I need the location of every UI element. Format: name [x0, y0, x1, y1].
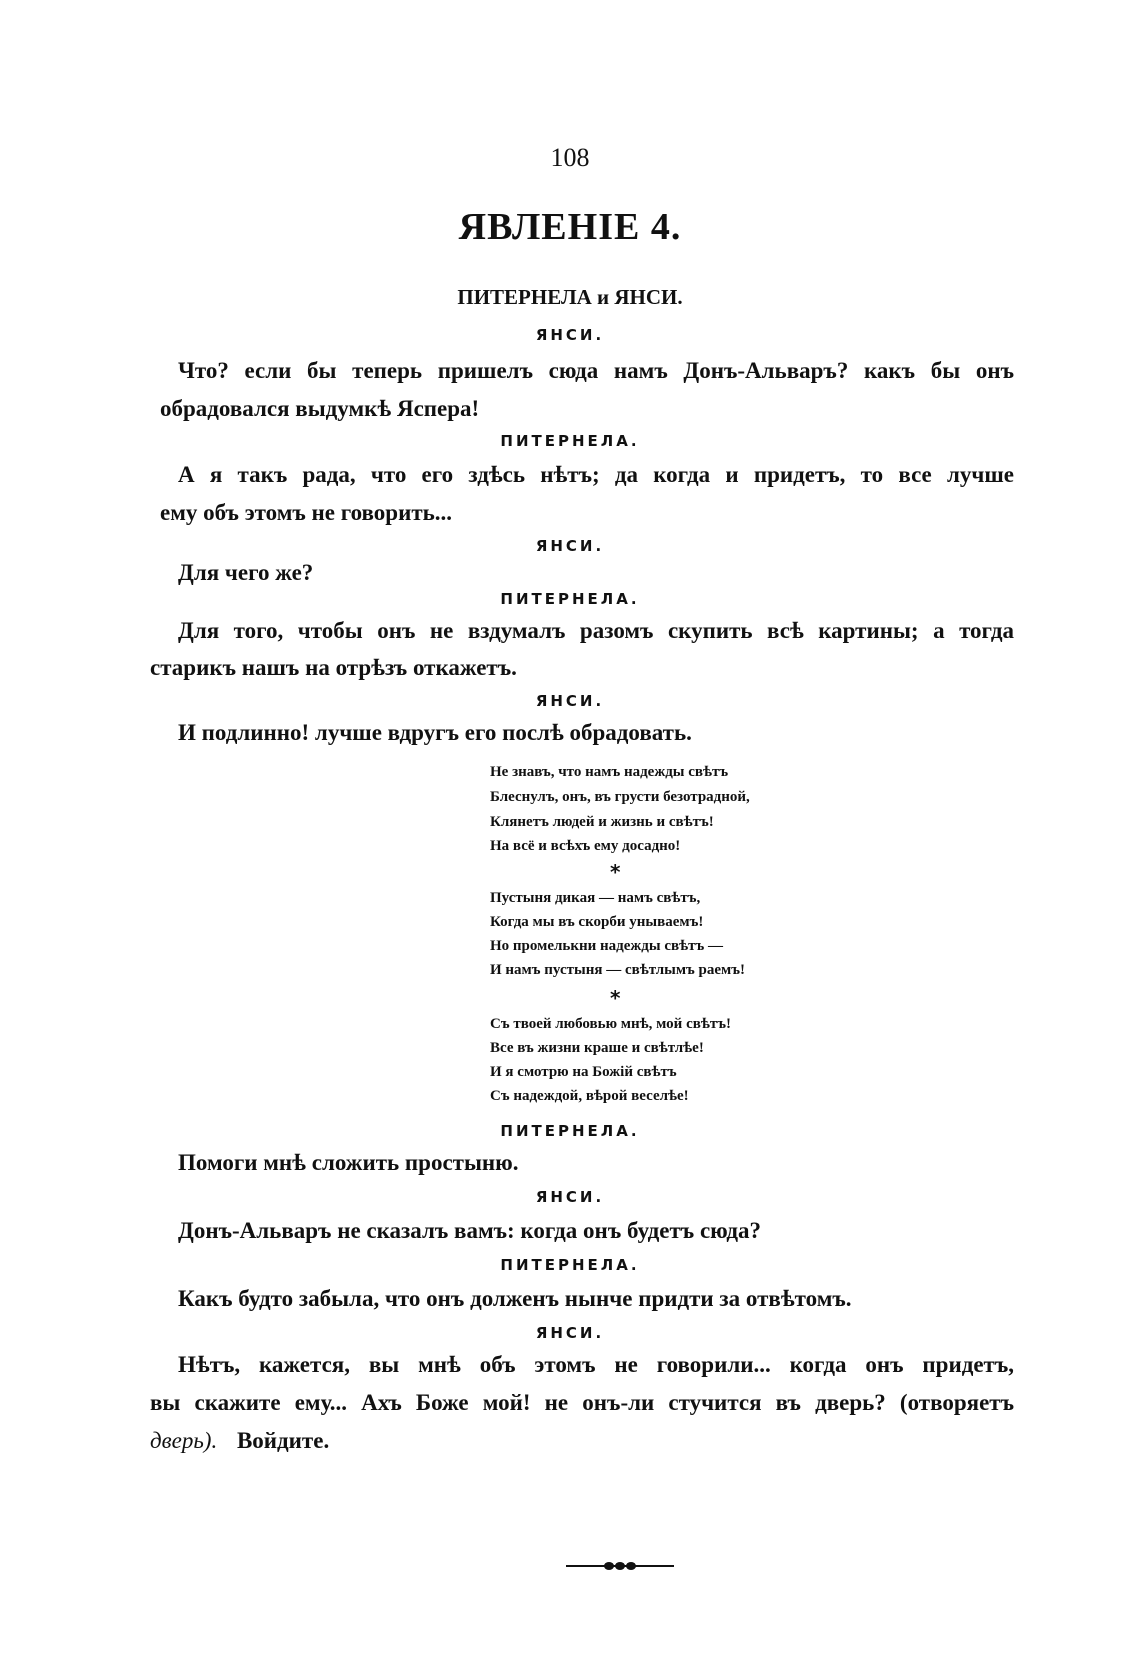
verse-line: Но промелькни надежды свѣтъ — — [490, 938, 723, 954]
dialogue-line: Донъ-Альваръ не сказалъ вамъ: когда онъ будетъ сюда? — [178, 1218, 762, 1243]
dialogue-line: Что? если бы теперь пришелъ сюда намъ Донъ-Альваръ? какъ бы онъ — [178, 358, 1014, 383]
scene-cast: ПИТЕРНЕЛА и ЯНСИ. — [457, 285, 683, 309]
dialogue-line — [150, 1428, 329, 1454]
speaker-label: ПИТЕРНЕЛА. — [500, 432, 640, 450]
speaker-label: ПИТЕРНЕЛА. — [500, 1122, 640, 1140]
dialogue-line: Для чего же? — [178, 560, 314, 585]
verse-line: И намъ пустыня — свѣтлымъ раемъ! — [490, 962, 745, 978]
verse-line: На всё и всѣхъ ему досадно! — [490, 838, 681, 854]
verse-line: Не знавъ, что намъ надежды свѣтъ — [490, 764, 729, 780]
speaker-label: ЯНСИ. — [535, 537, 605, 555]
speaker-label: ПИТЕРНЕЛА. — [500, 1256, 640, 1274]
dialogue-line: Нѣтъ, кажется, вы мнѣ объ этомъ не говорили... когда онъ придетъ, — [178, 1352, 1014, 1377]
verse-line: Все въ жизни краше и свѣтлѣе! — [490, 1040, 704, 1056]
dialogue-line: Какъ будто забыла, что онъ долженъ нынче придти за отвѣтомъ. — [178, 1286, 852, 1311]
verse-line: Блеснулъ, онъ, въ грусти безотрадной, — [490, 789, 750, 805]
verse-line: Клянетъ людей и жизнь и свѣтъ! — [490, 814, 714, 830]
ornament-dot — [626, 1562, 636, 1570]
verse-divider: * — [610, 986, 621, 1010]
dialogue-line: старикъ нашъ на отрѣзъ откажетъ. — [150, 655, 517, 680]
dialogue-line: ему объ этомъ не говорить... — [160, 500, 453, 525]
speaker-label: ЯНСИ. — [535, 1324, 605, 1342]
speaker-label: ЯНСИ. — [535, 692, 605, 710]
ornament-dot — [604, 1562, 614, 1570]
page-number: 108 — [550, 143, 590, 172]
verse-line: Пустыня дикая — намъ свѣтъ, — [490, 890, 701, 906]
speaker-label: ЯНСИ. — [535, 1188, 605, 1206]
dialogue-line: Для того, чтобы онъ не вздумалъ разомъ скупить всѣ картины; а тогда — [178, 618, 1014, 643]
scene-title: ЯВЛЕНІЕ 4. — [458, 206, 682, 248]
ornament-dot — [615, 1562, 625, 1570]
verse-line: Съ твоей любовью мнѣ, мой свѣтъ! — [490, 1016, 731, 1032]
dialogue-line: вы скажите ему... Ахъ Боже мой! не онъ-ли стучится въ дверь? (отворяетъ — [150, 1390, 1014, 1415]
speaker-label: ЯНСИ. — [535, 326, 605, 344]
verse-line: Съ надеждой, вѣрой веселѣе! — [490, 1088, 689, 1104]
verse-line: Когда мы въ скорби унываемъ! — [490, 914, 704, 930]
speaker-label: ПИТЕРНЕЛА. — [500, 590, 640, 608]
dialogue-line: Помоги мнѣ сложить простыню. — [178, 1150, 519, 1175]
dialogue-line: А я такъ рада, что его здѣсь нѣтъ; да когда и придетъ, то все лучше — [178, 462, 1014, 487]
dialogue-line: И подлинно! лучше вдругъ его послѣ обрадовать. — [178, 720, 692, 745]
dialogue-text: Войдите. — [236, 1428, 330, 1453]
verse-line: И я смотрю на Божій свѣтъ — [490, 1064, 677, 1080]
verse-divider: * — [610, 860, 621, 884]
end-ornament — [566, 1562, 674, 1570]
dialogue-line: обрадовался выдумкѣ Яспера! — [160, 396, 480, 421]
stage-direction: дверь). — [150, 1428, 218, 1453]
